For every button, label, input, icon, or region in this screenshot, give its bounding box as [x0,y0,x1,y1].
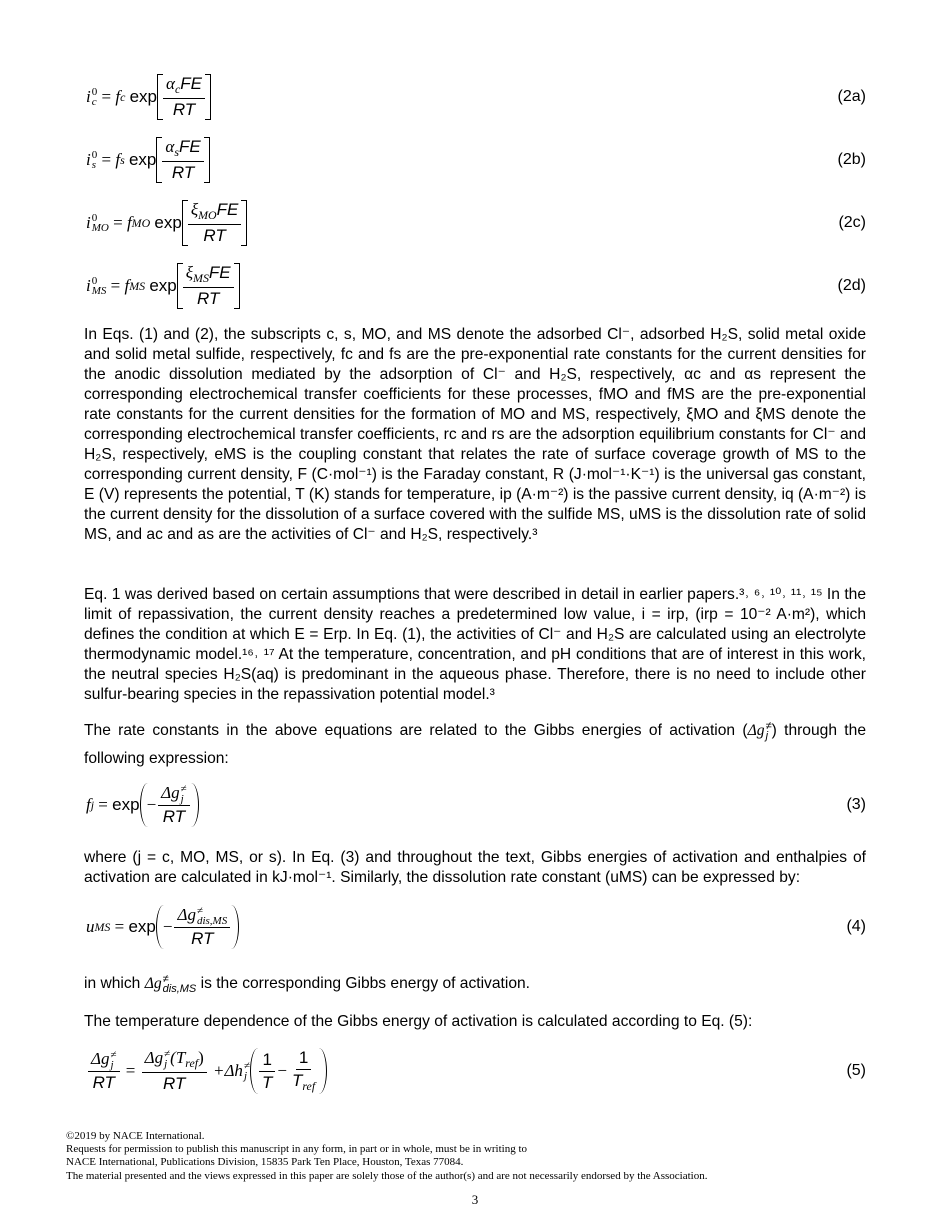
eq5-plus-dh: +Δh [212,1061,243,1080]
eq5-f2-num: 1 [296,1048,311,1070]
eq2a-exp: exp [129,87,158,106]
eq3-num-sub: j [180,793,184,806]
paragraph-assumptions: Eq. 1 was derived based on certain assumptions that were described in detail in earlier papers.³˒ ⁶˒ ¹⁰˒ ¹¹˒ ¹⁵ In the limit of repassivation, the current density reaches a predetermined low value, i = irp, (irp = 10⁻² A·m²), which defines the condition at which E = Erp. In Eq. (1), the activities of Cl⁻ and H₂S are calculated using an electrolyte thermodynamic model.¹⁶˒ ¹⁷ At the temperature, concentration, and pH conditions that are of interest in this work, the neutral species H₂S(aq) is predominant in the aqueous phase. Therefore, there is no need to include other sulfur-bearing species in the repassivation potential model.³ [84,586,866,703]
eq5-l-sup: ≠ [110,1049,117,1062]
eq2a-f: f [115,87,121,106]
paragraph-temperature: The temperature dependence of the Gibbs energy of activation is calculated according to Eq. (5): [84,1013,753,1030]
eq5-f1-num: 1 [259,1050,274,1072]
eq2b-exp: exp [128,150,157,169]
equation-5: Δg ≠ j RT = Δg ≠ j $(T_{ref})$ RT +Δh ≠ j $\frac{1}{T}$ − $\frac{1}{T_{ref}}$ (5) [86,1044,866,1098]
equation-4: u MS = exp − Δg ≠ dis,MS RT (4) [86,904,866,949]
eq5-h-sub: j [243,1070,247,1082]
p5-symbol: Δg [144,975,162,992]
eq2d-bracket [177,263,240,309]
eq2d-xi-sub: MS [193,271,209,285]
p3-text-a: The rate constants in the above equations are related to the Gibbs energies of activation ( [84,722,748,739]
eq4-lhs-sub: MS [94,919,111,934]
eq5-minus: − [277,1061,287,1080]
footer-disclaimer: The material presented and the views expressed in this paper are solely those of the author(s) and are not necessarily endorsed by the Association. [66,1169,708,1182]
eq5-m-den: RT [163,1074,186,1093]
eq2a-fe: FE [180,74,202,93]
eq5-f2-den-sub: ref [302,1079,316,1093]
p3-text-b: ) through the following expression: [84,722,866,767]
eq2d-fe: FE [208,263,231,282]
eq4-rt: RT [191,929,214,949]
eq4-minus: − [162,917,173,936]
eq5-label: (5) [846,1062,866,1079]
eq4-exp: exp [128,917,156,936]
eq2c-f-sub: MO [131,215,151,230]
page-number: 3 [471,1192,479,1207]
eq2d-f-sub: MS [129,278,146,293]
eq4-num-sup: ≠ [196,905,203,918]
p5-symbol-sub: dis,MS [162,982,197,995]
eq2d-rt: RT [197,289,220,308]
eq2b-f: f [115,150,121,169]
eq3-lhs: f [86,795,91,814]
eq2c-xi: ξ [190,200,199,219]
equation-2b: i 0 s = f s exp $\frac{\alpha_sFE}{RT}$ (2b) [86,137,866,182]
eq2b-fe: FE [178,137,201,156]
eq2a-rt: RT [172,100,196,119]
eq3-num: Δg [161,782,180,802]
footer-permission: Requests for permission to publish this manuscript in any form, in part or in whole, must be in writing to [66,1143,528,1156]
p3-symbol: Δg [747,722,765,739]
eq2d-xi: ξ [185,263,194,282]
eq2b-lhs-sub: s [91,159,97,171]
eq3-minus: − [146,795,157,814]
eq2a-lhs-sub: c [91,96,97,108]
paragraph-in-which [84,972,866,996]
eq2c-lhs-sub: MO [91,222,109,234]
eq3-paren [140,783,199,827]
eq2b-lhs: i [86,150,91,169]
eq2c-rt: RT [203,226,226,245]
paragraph-definitions: In Eqs. (1) and (2), the subscripts c, s, MO, and MS denote the adsorbed Cl⁻, adsorbed H₂S, solid metal oxide and solid metal sulfide, respectively, fc and fs are the pre-exponential rate constants for the current densities for the anodic dissolution mediated by the adsorption of Cl⁻ and H₂S, respectively, αc and αs represent the corresponding electrochemical transfer coefficients for these processes, fMO and fMS are the pre-exponential rate constants for the current densities for the formation of MO and MS, respectively, ξMO and ξMS denote the corresponding electrochemical transfer coefficients, rc and rs are the adsorption equilibrium constants for Cl⁻ and H₂S, respectively, eMS is the coupling constant that relates the rate of surface coverage growth of MS to the corresponding current density, F (C·mol⁻¹) is the Faraday constant, R (J·mol⁻¹·K⁻¹) is the universal gas constant, E (V) represents the potential, T (K) stands for temperature, ip (A·m⁻²) is the passive current density, iq (A·m⁻²) is the current density for the dissolution of a surface covered with the sulfide MS, uMS is the dissolution rate of solid MS, and ac and as are the activities of Cl⁻ and H₂S, respectively.³ [84,326,866,543]
eq3-rt: RT [162,807,186,827]
eq2d-f: f [124,276,130,295]
eq2c-lhs-sup: 0 [91,212,98,224]
eq2a-bracket [157,74,211,120]
eq2b-lhs-sup: 0 [91,149,98,161]
eq5-l-den: RT [92,1073,115,1093]
eq2c-xi-sub: MO [198,208,217,222]
p3-symbol-sub: j [765,729,769,742]
p5-text-b: is the corresponding Gibbs energy of activation. [200,975,530,992]
paragraph-rate-constants [84,717,866,773]
eq2a-lhs-sup: 0 [91,86,98,98]
eq2d-label: (2d) [837,277,866,294]
equation-2d: i 0 MS = f MS exp $\frac{\xi_{MS}FE}{RT}$ (2d) [86,263,866,308]
p5-text-a: in which [84,975,141,992]
eq2a-label: (2a) [837,88,866,105]
eq5-m-arg: (T [170,1048,186,1067]
eq5-m-arg-close: ) [198,1048,204,1067]
eq2d-lhs: i [86,276,91,295]
footer-address: NACE International, Publications Division, 15835 Park Ten Place, Houston, Texas 77084. [66,1156,464,1169]
eq2c-fe: FE [216,200,239,219]
eq5-l-num: Δg [91,1048,110,1068]
footer-copyright: ©2019 by NACE International. [66,1130,205,1142]
eq2b-alpha-sub: s [174,145,179,159]
eq2b-label: (2b) [837,151,866,168]
eq5-f2-den: T [291,1071,303,1090]
eq2c-f: f [126,213,132,232]
equation-2c: i 0 MO = f MO exp $\frac{\xi_{MO}FE}{RT}$ (2c) [86,200,866,245]
eq2c-lhs: i [86,213,91,232]
eq2b-bracket [156,137,209,183]
eq3-num-sup: ≠ [180,783,187,796]
eq5-paren [250,1048,327,1094]
eq2c-label: (2c) [838,214,866,231]
eq3-label: (3) [846,796,866,813]
eq5-f1-den: T [261,1072,273,1092]
eq2a-f-sub: c [120,89,126,104]
eq2c-exp: exp [154,213,182,232]
eq2a-alpha: α [166,74,175,93]
p3-symbol-sup: ≠ [765,719,772,732]
paragraph-where: where (j = c, MO, MS, or s). In Eq. (3) and throughout the text, Gibbs energies of activation and enthalpies of activation are calculated in kJ·mol⁻¹. Similarly, the dissolution rate constant (uMS) can be expressed by: [84,849,866,886]
eq2d-lhs-sub: MS [91,285,107,297]
eq2a-lhs: i [86,87,91,106]
eq2c-bracket [182,200,248,246]
eq5-l-sub: j [110,1059,114,1072]
eq5-m-sup: ≠ [164,1048,171,1061]
equation-3: f j = exp − Δg ≠ j RT (3) [86,782,866,827]
equation-2a: i 0 c = f c exp $\frac{\alpha_cFE}{RT}$ (2a) [86,74,866,119]
copyright-footer [66,1130,707,1183]
eq4-lhs: u [86,917,95,936]
eq5-m-arg-sub: ref [185,1056,199,1070]
eq4-num: Δg [177,904,196,924]
eq5-h-sup: ≠ [243,1060,250,1072]
p5-symbol-sup: ≠ [162,972,169,985]
eq4-paren [156,905,239,949]
eq4-num-sub: dis,MS [196,915,228,928]
eq2b-alpha: α [165,137,175,156]
eq2b-f-sub: s [120,152,125,167]
eq2a-alpha-sub: c [174,82,181,96]
eq2d-exp: exp [149,276,177,295]
eq5-m-num: Δg [144,1048,164,1067]
eq2b-rt: RT [171,163,195,182]
eq3-exp: exp [112,795,140,814]
eq3-lhs-sub: j [90,797,95,812]
eq5-m-sub: j [164,1058,168,1071]
eq2d-lhs-sup: 0 [91,275,98,287]
eq4-label: (4) [846,918,866,935]
